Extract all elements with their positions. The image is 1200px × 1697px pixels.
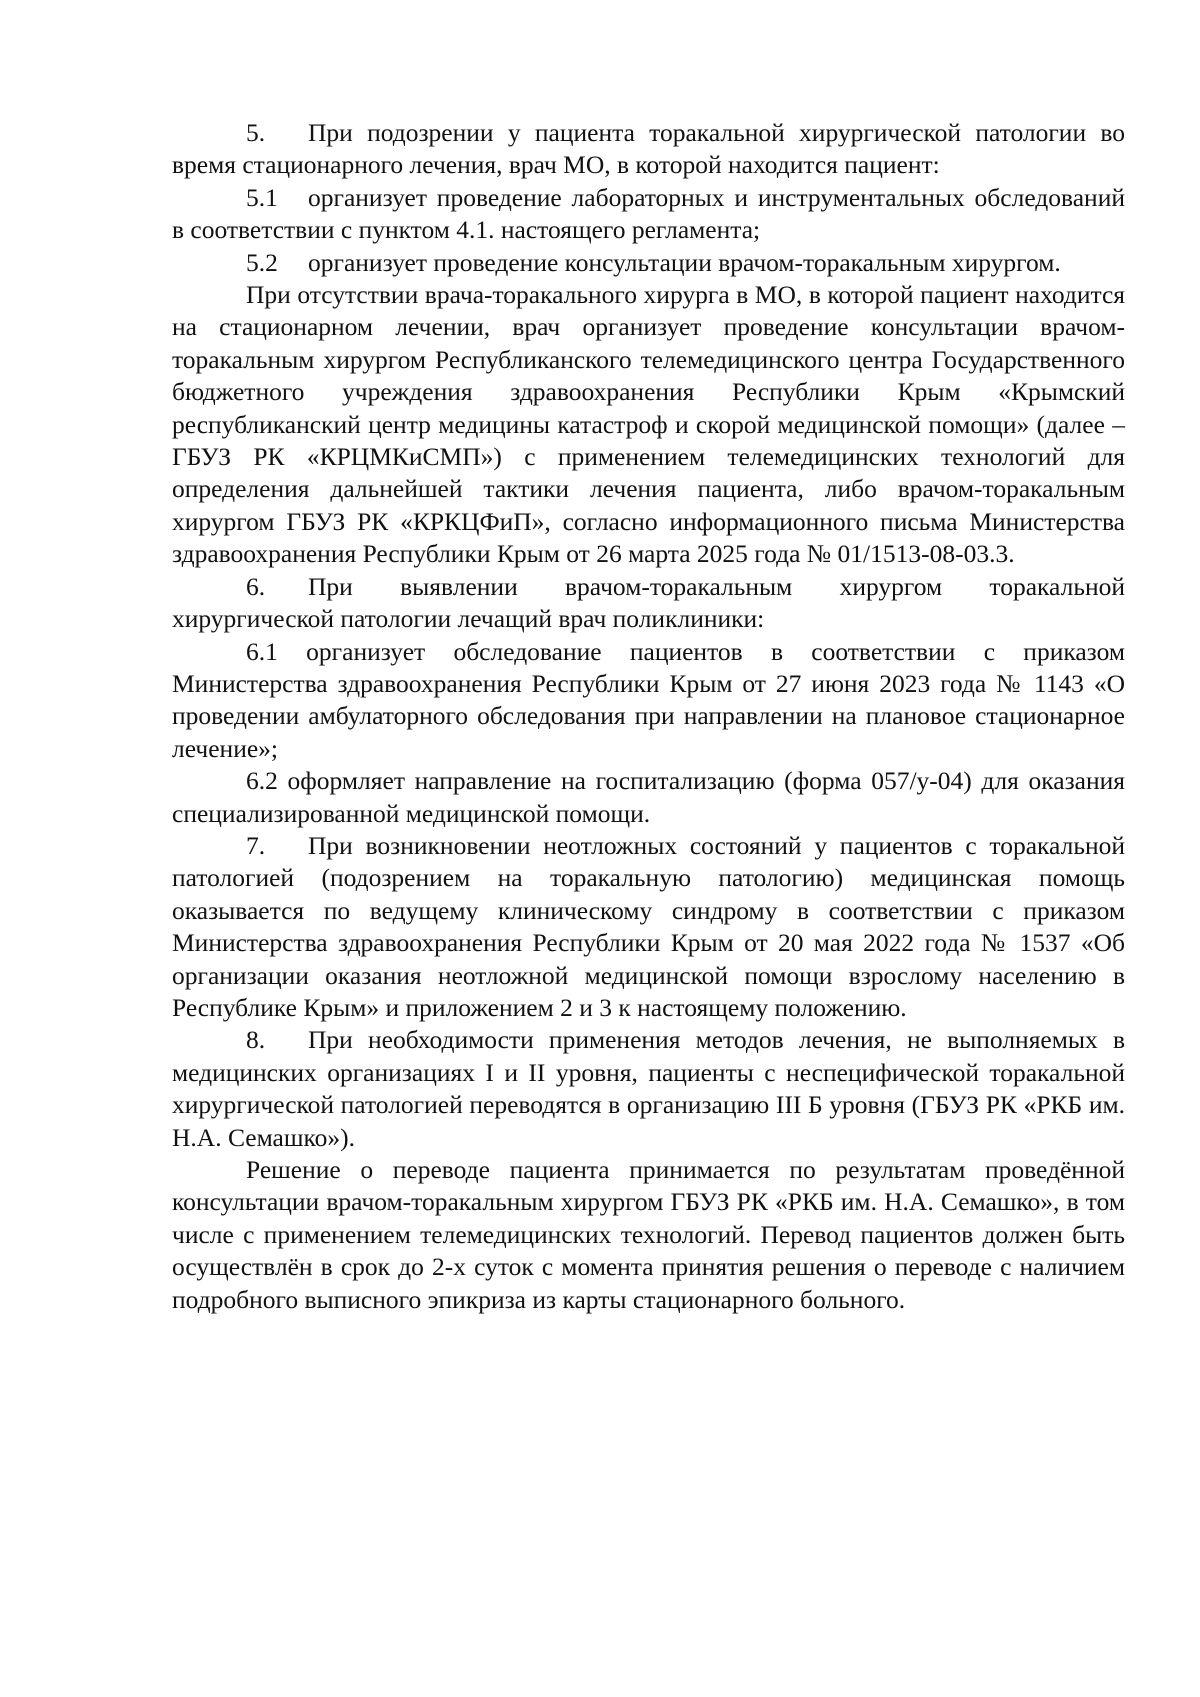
- paragraph-6-2: [172, 765, 1125, 830]
- paragraph-text: При возникновении неотложных состояний у пациентов с торакальной патологией (подозрением на торакальную патологию) медицинская помощь оказывается по ведущему клиническому синдрому в соответствии с приказом Министерства здравоохранения Республики Крым от 20 мая 2022 года № 1537 «Об организации оказания неотложной медицинской помощи взрослому населению в Республике Крым» и приложением 2 и 3 к настоящему положению.: [172, 830, 1125, 1022]
- paragraph-no-surgeon: [172, 279, 1125, 571]
- paragraph-number: 8.: [246, 1025, 266, 1055]
- paragraph-text: организует проведение консультации врачом-торакальным хирургом.: [308, 247, 1061, 277]
- paragraph-text: организует проведение лабораторных и инструментальных обследований в соответствии с пунктом 4.1. настоящего регламента;: [172, 182, 1125, 245]
- paragraph-5-1: [172, 182, 1125, 247]
- paragraph-number: 5.: [246, 118, 266, 147]
- paragraph-number: 5.1: [246, 182, 278, 212]
- paragraph-6: [172, 571, 1125, 636]
- paragraph-text: При подозрении у пациента торакальной хирургической патологии во время стационарного лечения, врач МО, в которой находится пациент:: [172, 118, 1125, 180]
- paragraph-5-2: [172, 247, 1125, 279]
- paragraph-text: При необходимости применения методов лечения, не выполняемых в медицинских организациях I и II уровня, пациенты с неспецифической торакальной хирургической патологией переводятся в организацию III Б уровня (ГБУЗ РК «РКБ им. Н.А. Семашко»).: [172, 1025, 1125, 1152]
- paragraph-number: 7.: [246, 830, 266, 860]
- document-page: [172, 117, 1125, 1316]
- paragraph-number: 5.2: [246, 247, 278, 277]
- paragraph-6-1: [172, 636, 1125, 766]
- paragraph-text: При выявлении врачом-торакальным хирургом торакальной хирургической патологии лечащий врач поликлиники:: [172, 571, 1125, 634]
- paragraph-text: При отсутствии врача-торакального хирурга в МО, в которой пациент находится на стационарном лечении, врач организует проведение консультации врачом-торакальным хирургом Республиканского телемедицинского центра Государственного бюджетного учреждения здравоохранения Республики Крым «Крымский республиканский центр медицины катастроф и скорой медицинской помощи» (далее – ГБУЗ РК «КРЦМКиСМП») с применением телемедицинских технологий для определения дальнейшей тактики лечения пациента, либо врачом-торакальным хирургом ГБУЗ РК «КРКЦФиП», согласно информационного письма Министерства здравоохранения Республики Крым от 26 марта 2025 года № 01/1513-08-03.3.: [172, 280, 1125, 569]
- paragraph-transfer-decision: [172, 1154, 1125, 1316]
- paragraph-8: [172, 1024, 1125, 1154]
- paragraph-number: 6.: [246, 571, 266, 601]
- paragraph-7: [172, 830, 1125, 1024]
- paragraph-text: 6.2 оформляет направление на госпитализацию (форма 057/у-04) для оказания специализированной медицинской помощи.: [172, 766, 1125, 828]
- paragraph-5: [172, 117, 1125, 182]
- paragraph-text: 6.1 организует обследование пациентов в соответствии с приказом Министерства здравоохранения Республики Крым от 27 июня 2023 года № 1143 «О проведении амбулаторного обследования при направлении на плановое стационарное лечение»;: [172, 636, 1125, 763]
- paragraph-text: Решение о переводе пациента принимается по результатам проведённой консультации врачом-торакальным хирургом ГБУЗ РК «РКБ им. Н.А. Семашко», в том числе с применением телемедицинских технологий. Перевод пациентов должен быть осуществлён в срок до 2-х суток с момента принятия решения о переводе с наличием подробного выписного эпикриза из карты стационарного больного.: [172, 1155, 1125, 1314]
